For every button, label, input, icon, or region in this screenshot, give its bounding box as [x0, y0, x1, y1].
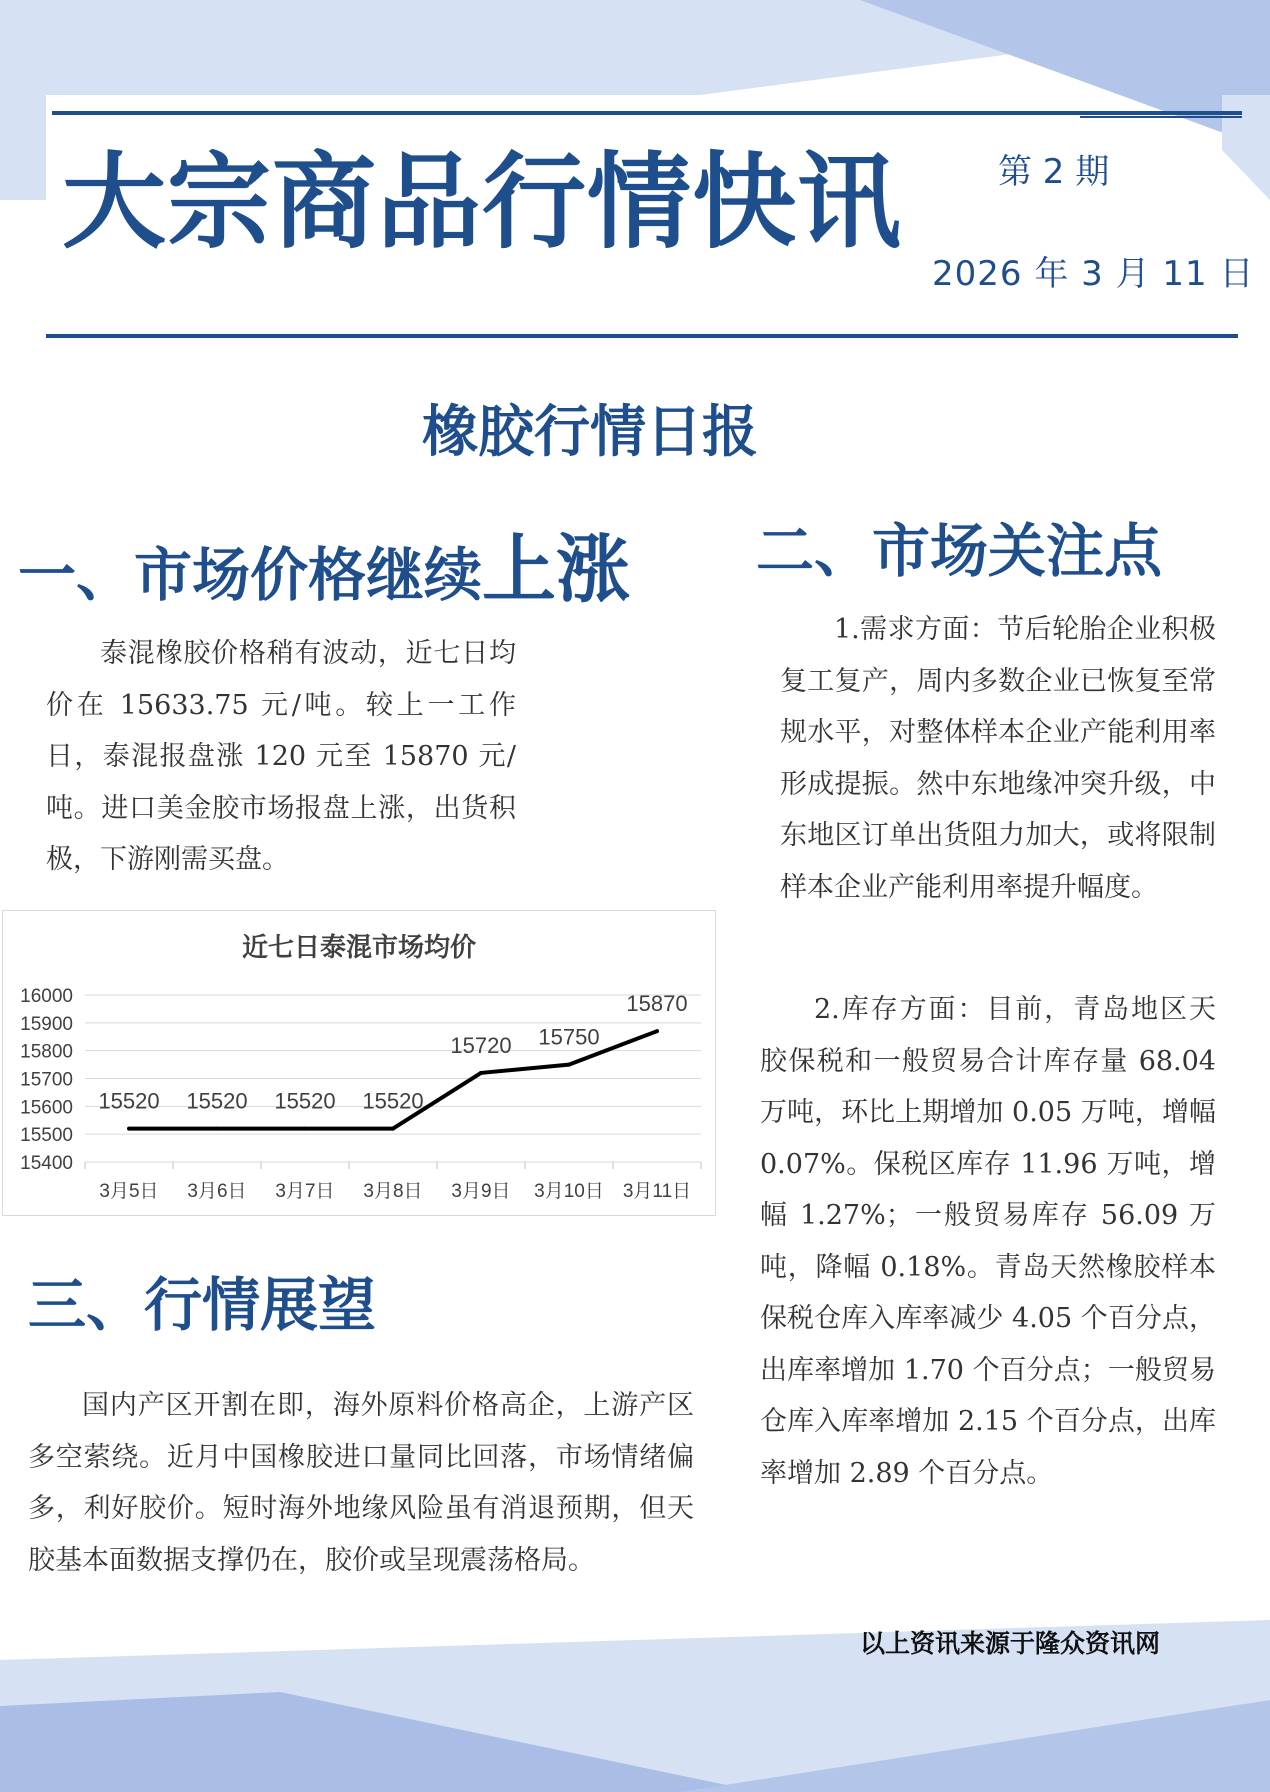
chart-data-point: [655, 1029, 659, 1033]
issue-number: 第 2 期: [998, 152, 1110, 192]
chart-x-tick-label: 3月8日: [363, 1181, 423, 1202]
section-2-paragraph-demand: 1.需求方面：节后轮胎企业积极复工复产，周内多数企业已恢复至常规水平，对整体样本企业产能利用率形成提振。然中东地缘冲突升级，中东地区订单出货阻力加大，或将限制样本企业产能利用率提升幅度。: [780, 614, 1216, 903]
chart-data-point: [479, 1071, 483, 1075]
newsletter-title: 大宗商品行情快讯: [62, 141, 903, 263]
section-2-paragraph-inventory: 2.库存方面：目前，青岛地区天胶保税和一般贸易合计库存量 68.04 万吨，环比上期增加 0.05 万吨，增幅 0.07%。保税区库存 11.96 万吨，增幅 1.27%；一般贸易库存 56.09 万吨，降幅 0.18%。青岛天然橡胶样本保税仓库入库率减少 4.05 个百分点，出库率增加 1.70 个百分点；一般贸易仓库入库率增加 2.15 个百分点，出库率增加 2.89 个百分点。: [760, 994, 1216, 1489]
chart-y-tick-label: 15400: [20, 1153, 73, 1174]
chart-title: 近七日泰混市场均价: [241, 932, 477, 962]
section-1-heading-emphasis: 上涨: [482, 527, 631, 613]
section-3-heading: 三、行情展望: [28, 1271, 377, 1339]
price-chart-svg: [3, 911, 715, 1215]
chart-data-label: 15750: [538, 1024, 600, 1050]
chart-data-label: 15520: [362, 1088, 424, 1114]
chart-data-label: 15870: [626, 991, 688, 1017]
report-subtitle: 橡胶行情日报: [422, 400, 758, 465]
chart-data-point: [567, 1063, 571, 1067]
header-top-rule-secondary: [1080, 116, 1242, 118]
chart-y-tick-label: 15500: [20, 1125, 73, 1147]
chart-x-tick-label: 3月10日: [534, 1181, 604, 1202]
chart-x-tick-label: 3月11日: [622, 1181, 692, 1202]
chart-data-point: [391, 1127, 395, 1131]
section-1-heading: [18, 527, 631, 613]
price-chart: [2, 910, 716, 1216]
chart-x-tick-label: 3月5日: [99, 1181, 159, 1202]
issue-date: 2026 年 3 月 11 日: [932, 254, 1255, 294]
chart-y-tick-label: 16000: [20, 986, 73, 1007]
chart-x-tick-label: 3月7日: [275, 1181, 335, 1202]
chart-y-tick-label: 15700: [20, 1069, 73, 1091]
chart-x-tick-label: 3月6日: [187, 1181, 247, 1202]
chart-data-point: [127, 1127, 131, 1131]
chart-y-tick-label: 15600: [20, 1097, 73, 1119]
source-note: 以上资讯来源于隆众资讯网: [860, 1629, 1161, 1658]
chart-data-point: [215, 1127, 219, 1131]
section-2-heading: 二、市场关注点: [756, 517, 1163, 585]
chart-y-tick-label: 15900: [20, 1013, 73, 1035]
header-bottom-rule: [46, 334, 1238, 338]
section-1-paragraph: 泰混橡胶价格稍有波动，近七日均价在 15633.75 元/吨。较上一工作日，泰混报盘涨 120 元至 15870 元/吨。进口美金胶市场报盘上涨，出货积极，下游刚需买盘。: [46, 638, 516, 875]
chart-data-label: 15720: [450, 1032, 512, 1058]
chart-data-point: [303, 1127, 307, 1131]
chart-data-label: 15520: [186, 1088, 248, 1114]
chart-x-tick-label: 3月9日: [451, 1181, 511, 1202]
section-1-heading-main: 一、市场价格继续: [18, 541, 483, 609]
chart-data-label: 15520: [98, 1088, 160, 1114]
section-3-paragraph: 国内产区开割在即，海外原料价格高企，上游产区多空萦绕。近月中国橡胶进口量同比回落，市场情绪偏多，利好胶价。短时海外地缘风险虽有消退预期，但天胶基本面数据支撑仍在，胶价或呈现震荡格局。: [28, 1390, 694, 1576]
header-top-rule: [52, 111, 1242, 115]
chart-y-tick-label: 15800: [20, 1041, 73, 1063]
chart-data-label: 15520: [274, 1088, 336, 1114]
